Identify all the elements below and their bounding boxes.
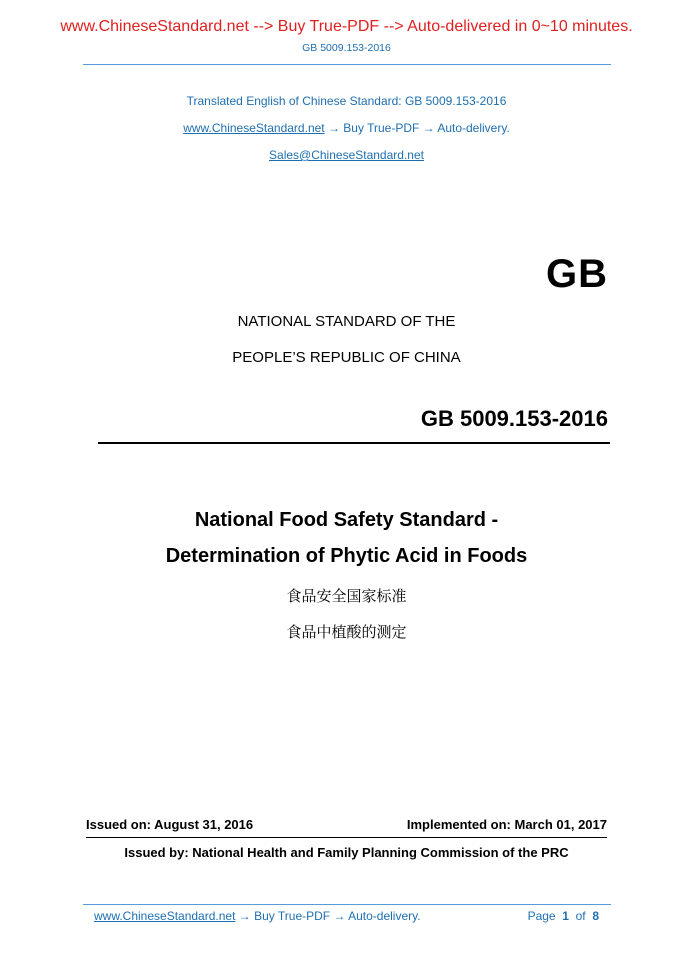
sales-line [0,148,693,162]
implemented-on-date: Implemented on: March 01, 2017 [406,817,607,832]
top-promo-banner: www.ChineseStandard.net --> Buy True-PDF --> Auto-delivered in 0~10 minutes. [60,18,633,35]
dates-divider [86,837,607,838]
intro-site-link[interactable]: www.ChineseStandard.net [183,121,325,135]
page-current: 1 [562,909,569,923]
issued-on-date: Issued on: August 31, 2016 [86,817,254,832]
national-standard-line-1: NATIONAL STANDARD OF THE [237,313,456,330]
header-standard-code: GB 5009.153-2016 [302,42,391,54]
intro-site-suffix: → Buy True-PDF → Auto-delivery. [324,121,510,135]
gb-mark: GB [546,252,608,296]
issued-by: Issued by: National Health and Family Planning Commission of the PRC [124,845,569,860]
standard-number: GB 5009.153-2016 [420,406,608,431]
title-divider [98,442,610,444]
document-title-line-1: National Food Safety Standard - [194,509,499,531]
footer-link-line [94,909,421,923]
page-label: Page [527,909,556,923]
chinese-title-line-2: 食品中植酸的测定 [286,623,407,641]
footer-divider [83,904,611,905]
footer-site-link[interactable]: www.ChineseStandard.net [94,909,236,923]
translated-notice: Translated English of Chinese Standard: GB 5009.153-2016 [186,94,507,108]
national-standard-line-2: PEOPLE’S REPUBLIC OF CHINA [232,349,461,366]
page-indicator [528,909,599,923]
header-divider [83,64,611,65]
page-total: 8 [592,909,599,923]
sales-email-link[interactable]: Sales@ChineseStandard.net [269,148,424,162]
document-title-line-2: Determination of Phytic Acid in Foods [165,545,528,567]
intro-link-line [0,121,693,135]
page-of: of [575,909,586,923]
chinese-title-line-1: 食品安全国家标准 [286,587,407,605]
footer-site-suffix: → Buy True-PDF → Auto-delivery. [235,909,421,923]
